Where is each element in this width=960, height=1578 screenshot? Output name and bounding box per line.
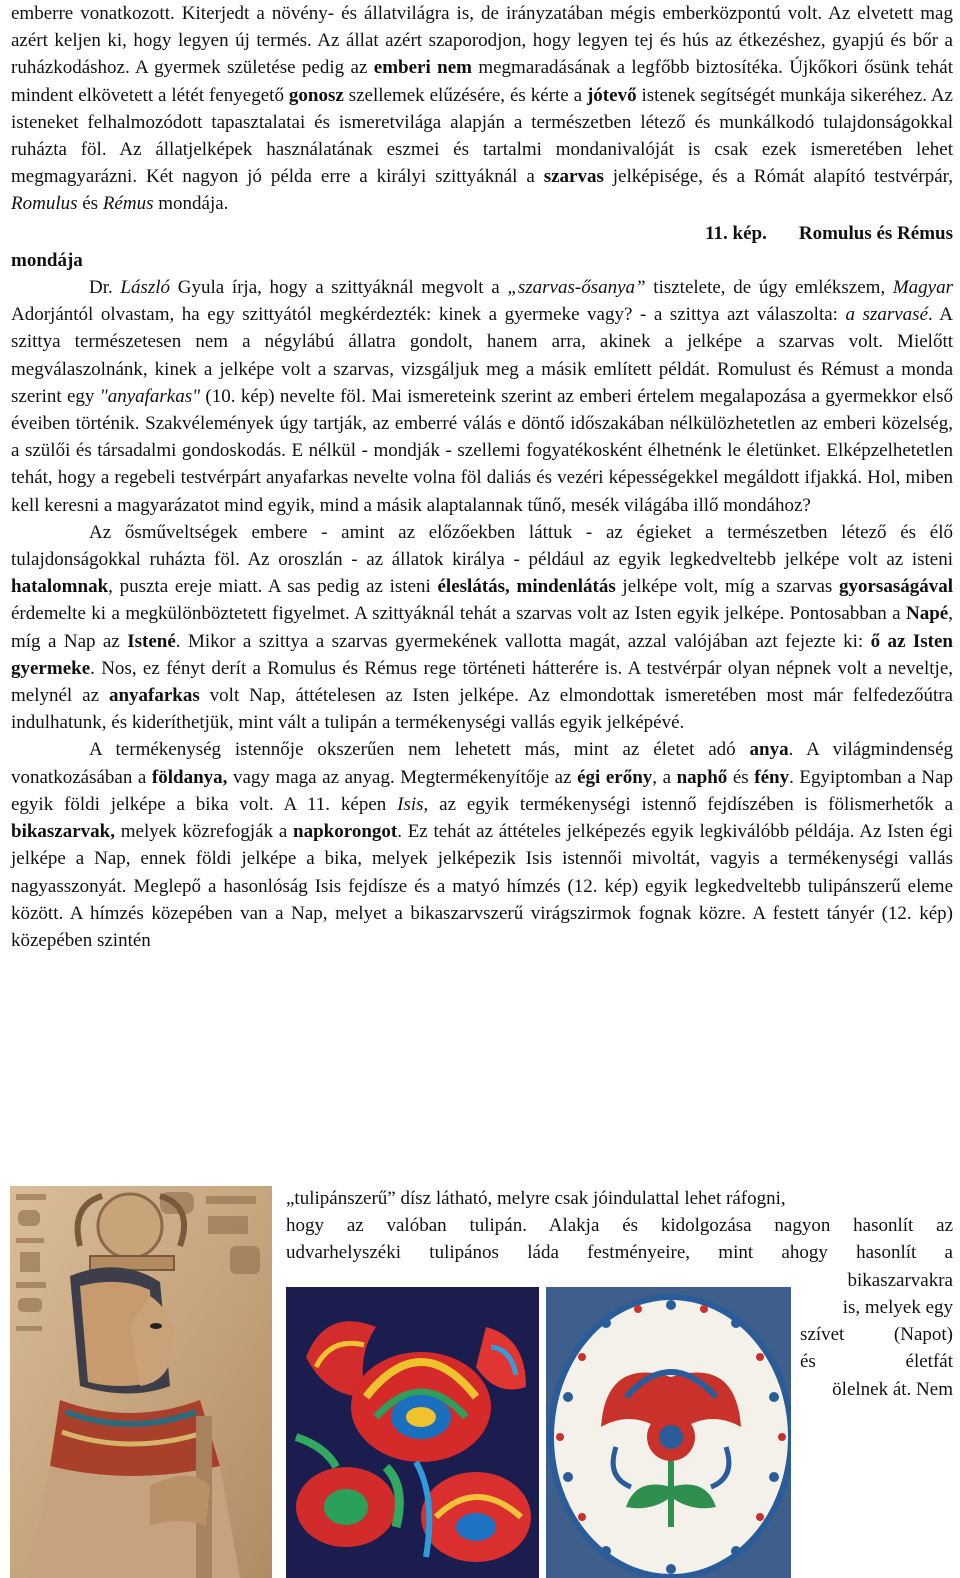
- side-text-block: [286, 1185, 953, 1294]
- paragraph-2: Dr. László Gyula írja, hogy a szittyáknál megvolt a „szarvas-ősanya” tisztelete, de úgy emlékszem, Magyar Adorjántól olvastam, ha egy szittyától megkérdezték: kinek a gyermeke vagy? - a szittya azt válaszolta: a szarvasé. A szittya természetesen nem a négylábú állatra gondolt, hanem arra, akinek a jelképe a szarvas volt. Mielőtt megválaszolnánk, kinek a jelképe volt a szarvas, vizsgáljuk meg a másik említett példát. Romulust és Rémust a monda szerint egy "anyafarkas" (10. kép) nevelte föl. Mai ismereteink szerint az emberi értelem megalapozása a gyermekkor első éveiben történik. Szakvélemények úgy tartják, az emberré válás e döntő időszakában nélkülözhetetlen az emberi közelség, a szülői és társadalmi gondoskodás. E nélkül - mondják - szellemi fogyatékosként élhetnénk le életünket. Elképzelhetetlen tehát, hogy a regebeli testvérpárt anyafarkas nevelte volna föl daliás és vezéri képességekkel megáldott ifjakká. Hol, miben kell keresni a magyarázatot mind egyik, mind a másik alaptalannak tűnő, mesék világába illő mondához?: [11, 277, 954, 516]
- paragraph-4: A termékenység istennője okszerűen nem lehetett más, mint az életet adó anya. A világmindenség vonatkozásában a földanya, vagy maga az anyag. Megtermékenyítője az égi erőny, a naphő és fény. Egyiptomban a Nap egyik földi jelképe a bika volt. A 11. képen Isis, az egyik termékenységi istennő fejdíszében is fölismerhetők a bikaszarvak, melyek közrefogják a napkorongot. Ez tehát az áttételes jelképezés egyik legkiválóbb példája. Az Isten égi jelképe a Nap, ennek földi jelképe a bika, melyek jelképezik Isis istennői mivoltát, vagyis a termékenységi vallás nagyasszonyát. Meglepő a hasonlóság Isis fejdísze és a matyó hímzés (12. kép) egyik legkedveltebb tulipánszerű eleme között. A hímzés közepében van a Nap, melyet a bikaszarvszerű virágszirmok fognak közre. A festett tányér (12. kép) közepében szintén: [11, 739, 953, 951]
- matyo-embroidery-image: [286, 1287, 539, 1578]
- paragraph-1: emberre vonatkozott. Kiterjedt a növény- és állatvilágra is, de irányzatában mégis emberközpontú volt. Az elvetett mag azért keljen ki, hogy legyen új termés. Az állat azért szaporodjon, hogy legyen tej és hús az étkezéshez, gyapjú és bőr a ruházkodáshoz. A gyermek születése pedig az emberi nem megmaradásának a legfőbb biztosítéka. Újkőkori ősünk tehát mindent elkövetett a létét fenyegető gonosz szellemek elűzésére, és kérte a jótevő istenek segítségét munkája sikeréhez. Az isteneket felhalmozódott tapasztalatai és ismeretvilága alapján a természetben létező és munkálkodó tulajdonságokkal ruházta föl. Az állatjelképek használatának eszmei és tartalmi mondanivalóját is csak ezek ismeretében lehet megmagyarázni. Két nagyon jó példa erre a királyi szittyáknál a szarvas jelképisége, és a Rómát alapító testvérpár, Romulus és Rémus mondája.: [11, 3, 953, 215]
- side-line-2: hogy az valóban tulipán. Alakja és kidolgozása nagyon hasonlít az: [286, 1215, 953, 1237]
- narrow-line-2: szívet (Napot): [800, 1324, 953, 1346]
- caption-label: 11. kép.: [705, 222, 767, 244]
- narrow-line-3: és életfát: [800, 1351, 953, 1373]
- narrow-line-4: ölelnek át. Nem: [832, 1378, 953, 1400]
- painted-plate-image: [546, 1287, 791, 1578]
- narrow-line-1: is, melyek egy: [842, 1297, 953, 1318]
- caption-tail: mondája: [11, 249, 83, 271]
- side-line-3: udvarhelyszéki tulipános láda festményeire, mint ahogy hasonlít a: [286, 1242, 953, 1264]
- caption-title: Romulus és Rémus: [798, 222, 953, 244]
- side-line-1: „tulipánszerű” dísz látható, melyre csak jóindulattal lehet ráfogni,: [286, 1188, 786, 1209]
- side-line-4: bikaszarvakra: [847, 1269, 953, 1291]
- paragraph-3: Az ősműveltségek embere - amint az előzőekben láttuk - az égieket a természetben létező és élő tulajdonságokkal ruházta föl. Az oroszlán - az állatok királya - például az egyik legkedveltebb jelképe volt az isteni hatalomnak, puszta ereje miatt. A sas pedig az isteni éleslátás, mindenlátás jelképe volt, míg a szarvas gyorsaságával érdemelte ki a megkülönböztetett figyelmet. A szittyáknál tehát a szarvas volt az Isten egyik jelképe. Pontosabban a Napé, míg a Nap az Istené. Mikor a szittya a szarvas gyermekének vallotta magát, azzal valójában azt fejezte ki: ő az Isten gyermeke. Nos, ez fényt derít a Romulus és Rémus rege történeti hátterére is. A testvérpár olyan népnek volt a neveltje, melynél az anyafarkas volt Nap, áttételesen az Isten jelképe. Az elmondottak ismeretében most már felfedezőútra indulhatunk, és kideríthetjük, mint vált a tulipán a termékenységi vallás egyik jelképévé.: [11, 521, 953, 734]
- isis-relief-image: [10, 1186, 272, 1578]
- document-page: [11, 0, 953, 954]
- figure-caption: [11, 220, 953, 247]
- narrow-text-block: [800, 1294, 953, 1403]
